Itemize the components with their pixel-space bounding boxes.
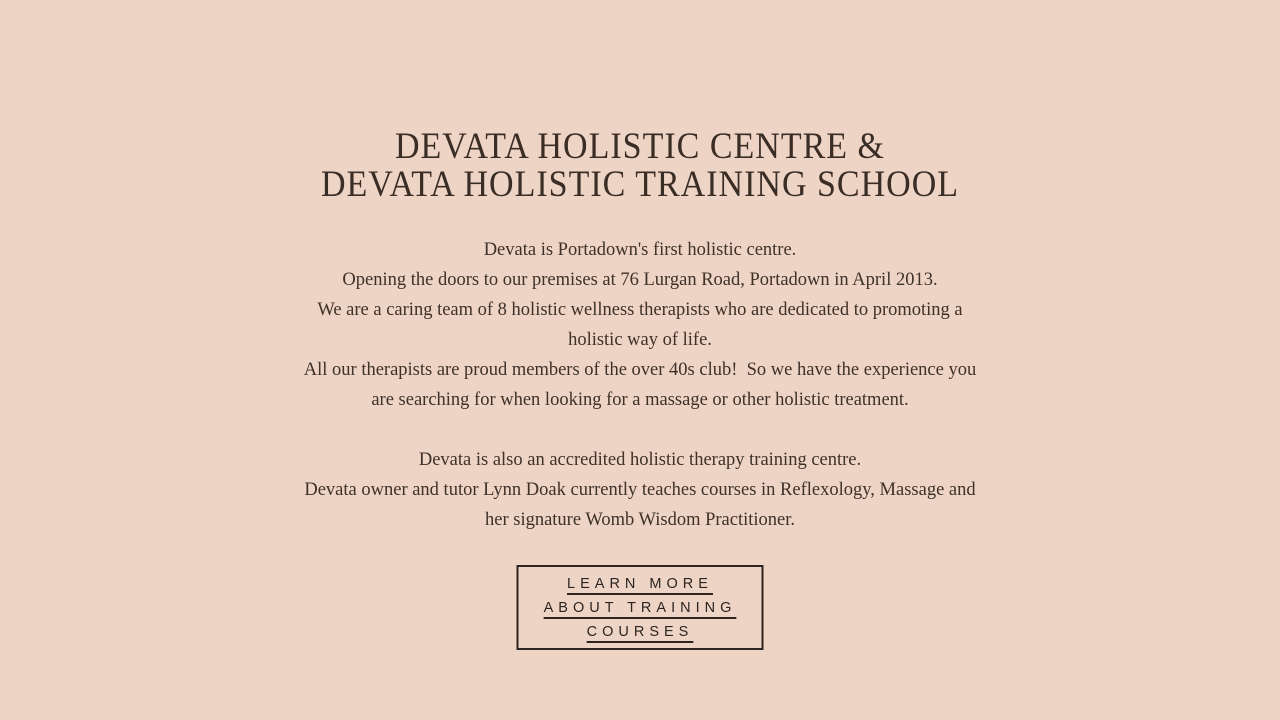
training-paragraph <box>0 445 1280 535</box>
page-title <box>0 128 1280 204</box>
cta-label-line-1: LEARN MORE <box>567 575 713 592</box>
intro-line: We are a caring team of 8 holistic wellness therapists who are dedicated to promoting a <box>317 300 963 320</box>
intro-line: holistic way of life. <box>568 330 712 350</box>
page-title-line-2: DEVATA HOLISTIC TRAINING SCHOOL <box>320 164 960 205</box>
intro-line: Opening the doors to our premises at 76 Lurgan Road, Portadown in April 2013. <box>342 270 938 290</box>
learn-more-training-courses-button[interactable] <box>517 565 764 650</box>
page-title-line-1: DEVATA HOLISTIC CENTRE & <box>394 126 886 167</box>
intro-line: Devata is Portadown's first holistic centre. <box>483 240 797 260</box>
cta-label-line-3: COURSES <box>586 623 694 640</box>
training-line: Devata owner and tutor Lynn Doak currently teaches courses in Reflexology, Massage and <box>304 480 976 500</box>
cta-label-line-2: ABOUT TRAINING <box>543 599 737 616</box>
training-line: her signature Womb Wisdom Practitioner. <box>485 510 795 530</box>
intro-paragraph <box>0 235 1280 415</box>
intro-line: All our therapists are proud members of the over 40s club! So we have the experience you <box>303 360 977 380</box>
intro-line: are searching for when looking for a massage or other holistic treatment. <box>371 390 909 410</box>
training-line: Devata is also an accredited holistic therapy training centre. <box>418 450 862 470</box>
